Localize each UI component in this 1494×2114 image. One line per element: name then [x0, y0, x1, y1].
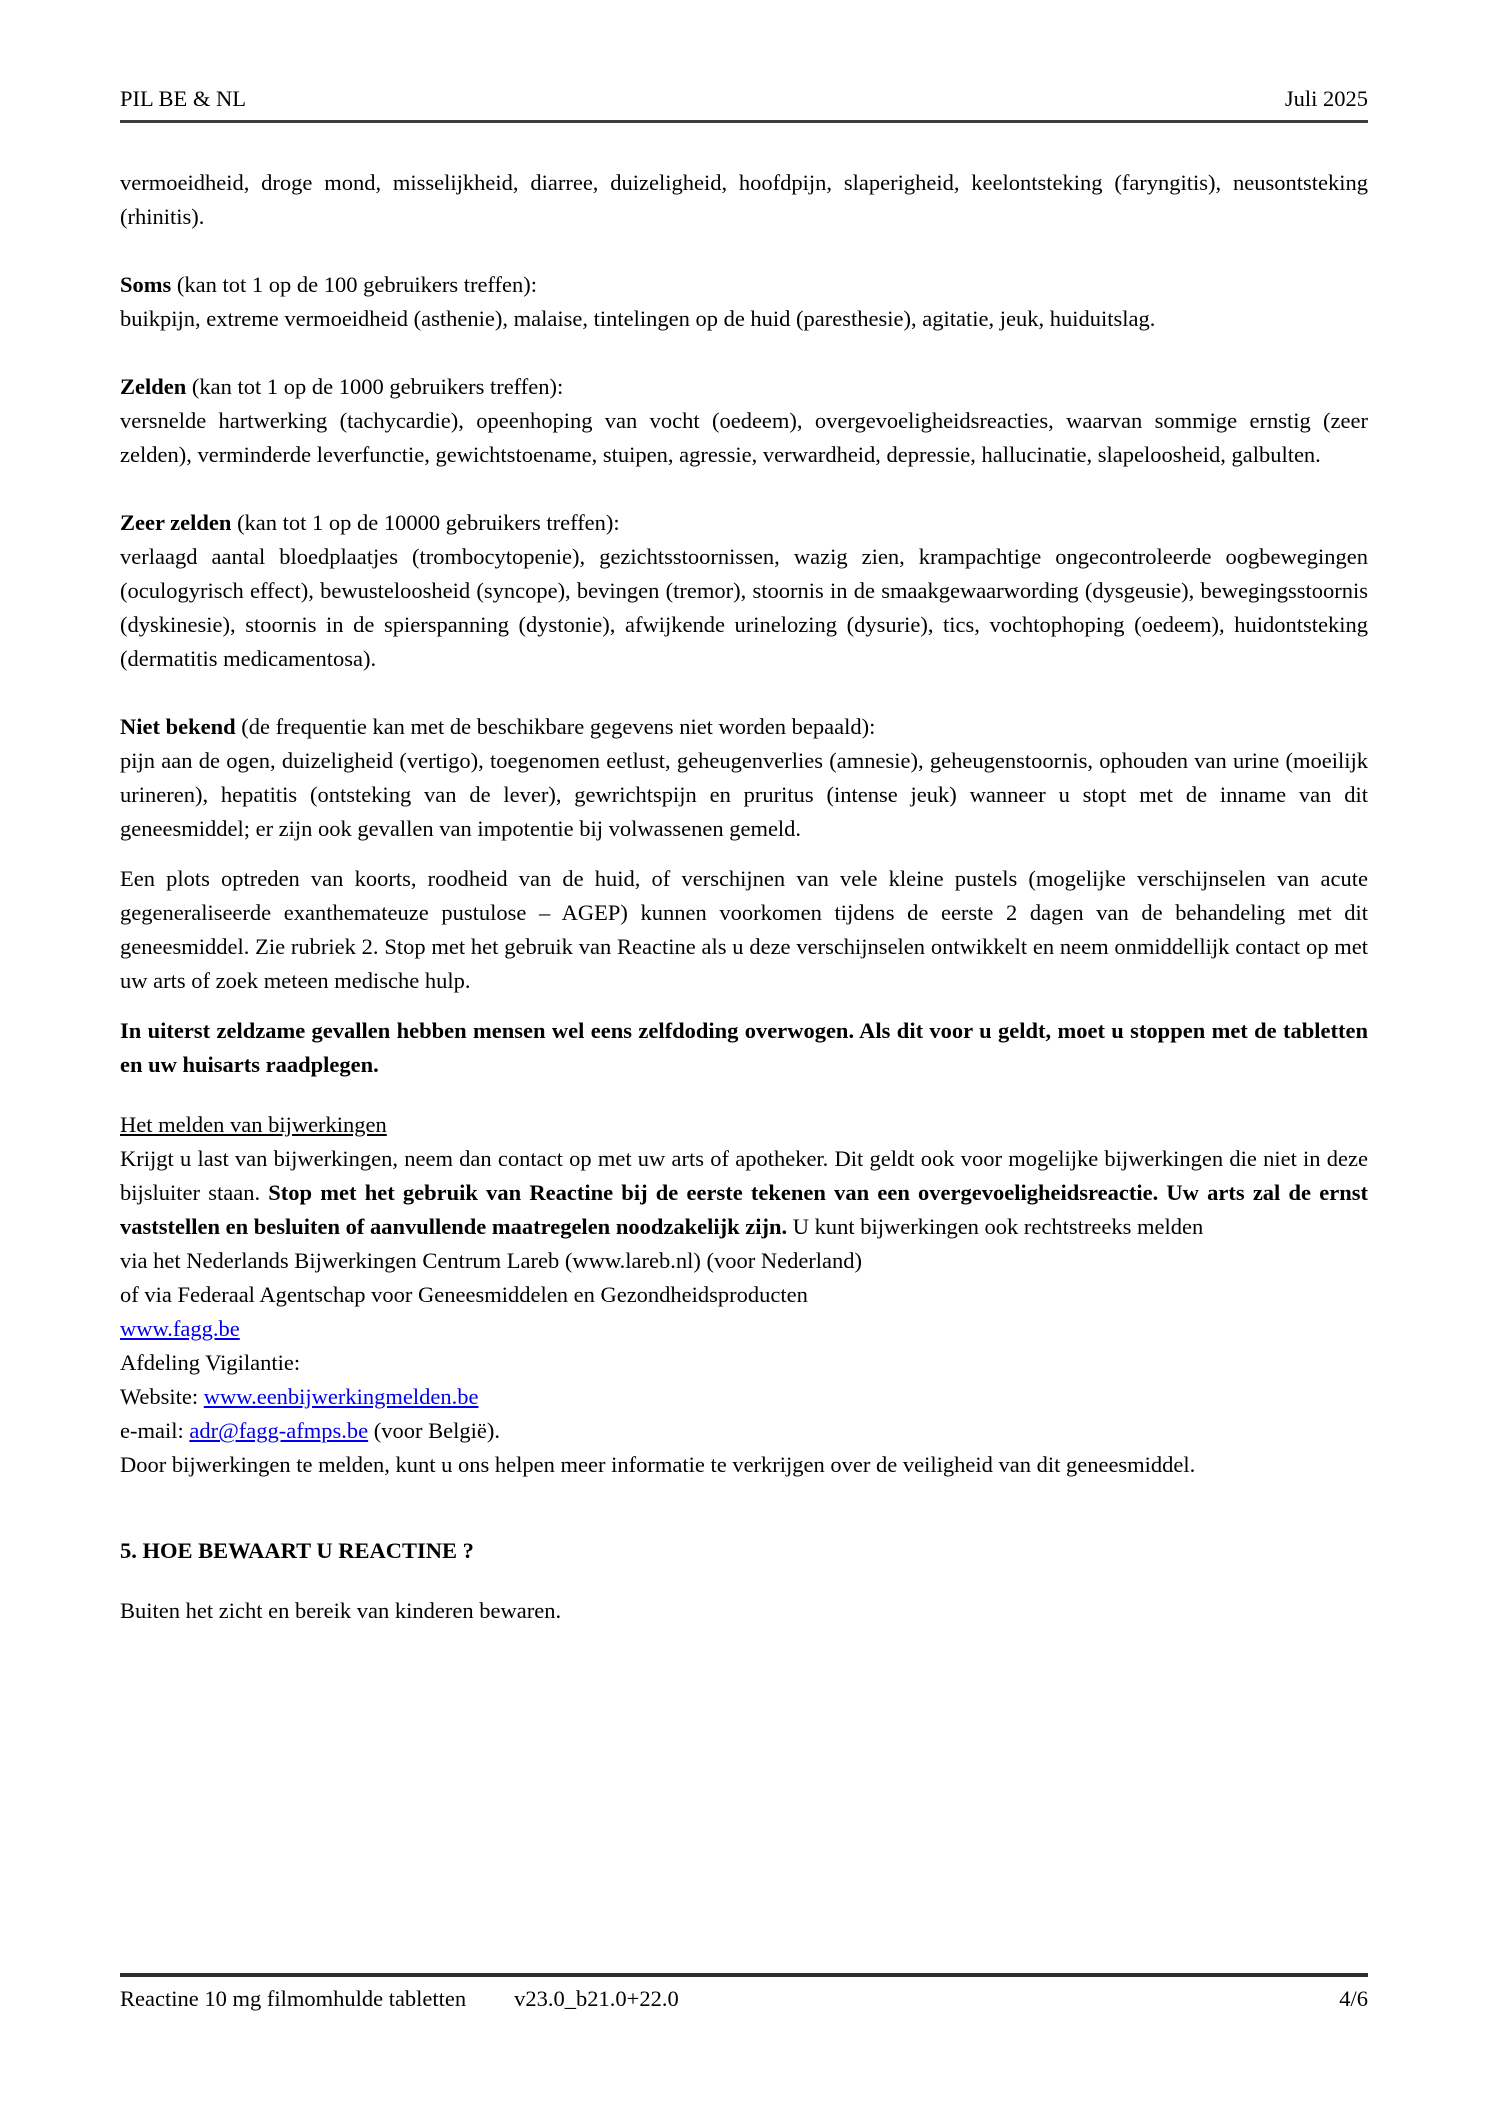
- soms-heading: [120, 268, 1368, 302]
- soms-label: Soms: [120, 272, 172, 297]
- melden-heading: Het melden van bijwerkingen: [120, 1112, 387, 1137]
- vigilantie-line: Afdeling Vigilantie:: [120, 1350, 301, 1375]
- document-body: [120, 166, 1368, 1628]
- zeer-zelden-heading: [120, 506, 1368, 540]
- melden-paragraph: [120, 1142, 1368, 1244]
- website-label: Website:: [120, 1384, 204, 1409]
- melden-text-1: Krijgt u last van bijwerkingen, neem dan contact op met uw arts of apotheker. Dit geldt ook voor mogelijke bijwerkingen die niet in deze bijsluiter staan.: [120, 1146, 1368, 1205]
- website-link[interactable]: www.eenbijwerkingmelden.be: [203, 1384, 479, 1409]
- zelden-heading: [120, 370, 1368, 404]
- footer-page-number: 4/6: [1339, 1986, 1368, 2011]
- agep-paragraph: Een plots optreden van koorts, roodheid van de huid, of verschijnen van vele kleine pustels (mogelijke verschijnselen van acute gegeneraliseerde exanthemateuze pustulose – AGEP) kunnen voorkomen tijdens de eerste 2 dagen van de behandeling met dit geneesmiddel. Zie rubriek 2. Stop met het gebruik van Reactine als u deze verschijnselen ontwikkelt en neem onmiddellijk contact op met uw arts of zoek meteen medische hulp.: [120, 866, 1368, 993]
- fagg-intro-line: of via Federaal Agentschap voor Geneesmiddelen en Gezondheidsproducten: [120, 1282, 808, 1307]
- zeer-zelden-body: verlaagd aantal bloedplaatjes (trombocytopenie), gezichtsstoornissen, wazig zien, krampachtige ongecontroleerde oogbewegingen (oculogyrisch effect), bewusteloosheid (syncope), bevingen (tremor), stoornis in de smaakgewaarwording (dysgeusie), bewegingsstoornis (dyskinesie), stoornis in de spierspanning (dystonie), afwijkende urinelozing (dysurie), tics, vochtophoping (oedeem), huidontsteking (dermatitis medicamentosa).: [120, 544, 1368, 671]
- zeer-zelden-suffix: (kan tot 1 op de 10000 gebruikers treffen):: [231, 510, 620, 535]
- niet-bekend-body: pijn aan de ogen, duizeligheid (vertigo), toegenomen eetlust, geheugenverlies (amnesie), geheugenstoornis, ophouden van urine (moeilijk urineren), hepatitis (ontsteking van de lever), gewrichtspijn en pruritus (intense jeuk) wanneer u stopt met de inname van dit geneesmiddel; er zijn ook gevallen van impotentie bij volwassenen gemeld.: [120, 748, 1368, 841]
- website-line: [120, 1380, 1368, 1414]
- section5-body: Buiten het zicht en bereik van kinderen bewaren.: [120, 1598, 562, 1623]
- page-header: [120, 86, 1368, 123]
- soms-body: buikpijn, extreme vermoeidheid (asthenie), malaise, tintelingen op de huid (paresthesie), agitatie, jeuk, huiduitslag.: [120, 306, 1156, 331]
- zelfdoding-paragraph: In uiterst zeldzame gevallen hebben mensen wel eens zelfdoding overwogen. Als dit voor u geldt, moet u stoppen met de tabletten en uw huisarts raadplegen.: [120, 1018, 1368, 1077]
- page-footer: [120, 1973, 1368, 2012]
- email-label: e-mail:: [120, 1418, 190, 1443]
- niet-bekend-label: Niet bekend: [120, 714, 236, 739]
- soms-suffix: (kan tot 1 op de 100 gebruikers treffen):: [171, 272, 537, 297]
- niet-bekend-suffix: (de frequentie kan met de beschikbare gegevens niet worden bepaald):: [235, 714, 876, 739]
- intro-paragraph: vermoeidheid, droge mond, misselijkheid, diarree, duizeligheid, hoofdpijn, slaperigheid, keelontsteking (faryngitis), neusontsteking (rhinitis).: [120, 170, 1368, 229]
- email-suffix: (voor België).: [368, 1418, 500, 1443]
- zelden-body: versnelde hartwerking (tachycardie), opeenhoping van vocht (oedeem), overgevoeligheidsreacties, waarvan sommige ernstig (zeer zelden), verminderde leverfunctie, gewichtstoename, stuipen, agressie, verwardheid, depressie, hallucinatie, slapeloosheid, galbulten.: [120, 408, 1368, 467]
- melden-closing-paragraph: Door bijwerkingen te melden, kunt u ons helpen meer informatie te verkrijgen over de veiligheid van dit geneesmiddel.: [120, 1452, 1196, 1477]
- fagg-link[interactable]: www.fagg.be: [120, 1316, 240, 1341]
- melden-bold-warning: Stop met het gebruik van Reactine bij de eerste tekenen van een overgevoeligheidsreactie. Uw arts zal de ernst vaststellen en besluiten of aanvullende maatregelen noodzakelijk zijn.: [120, 1180, 1368, 1239]
- section5-heading: 5. HOE BEWAART U REACTINE ?: [120, 1538, 474, 1563]
- email-link[interactable]: adr@fagg-afmps.be: [189, 1418, 369, 1443]
- header-date: Juli 2025: [1284, 86, 1368, 111]
- header-left-label: PIL BE & NL: [120, 86, 247, 111]
- melden-text-2: U kunt bijwerkingen ook rechtstreeks melden: [787, 1214, 1204, 1239]
- zelden-label: Zelden: [120, 374, 187, 399]
- niet-bekend-heading: [120, 710, 1368, 744]
- footer-left-group: [120, 1986, 679, 2012]
- zeer-zelden-label: Zeer zelden: [120, 510, 232, 535]
- footer-version: v23.0_b21.0+22.0: [514, 1986, 679, 2011]
- lareb-line: via het Nederlands Bijwerkingen Centrum Lareb (www.lareb.nl) (voor Nederland): [120, 1248, 863, 1273]
- email-line: [120, 1414, 1368, 1448]
- zelden-suffix: (kan tot 1 op de 1000 gebruikers treffen):: [186, 374, 564, 399]
- footer-product-name: Reactine 10 mg filmomhulde tabletten: [120, 1986, 467, 2011]
- fagg-link-line: [120, 1312, 1368, 1346]
